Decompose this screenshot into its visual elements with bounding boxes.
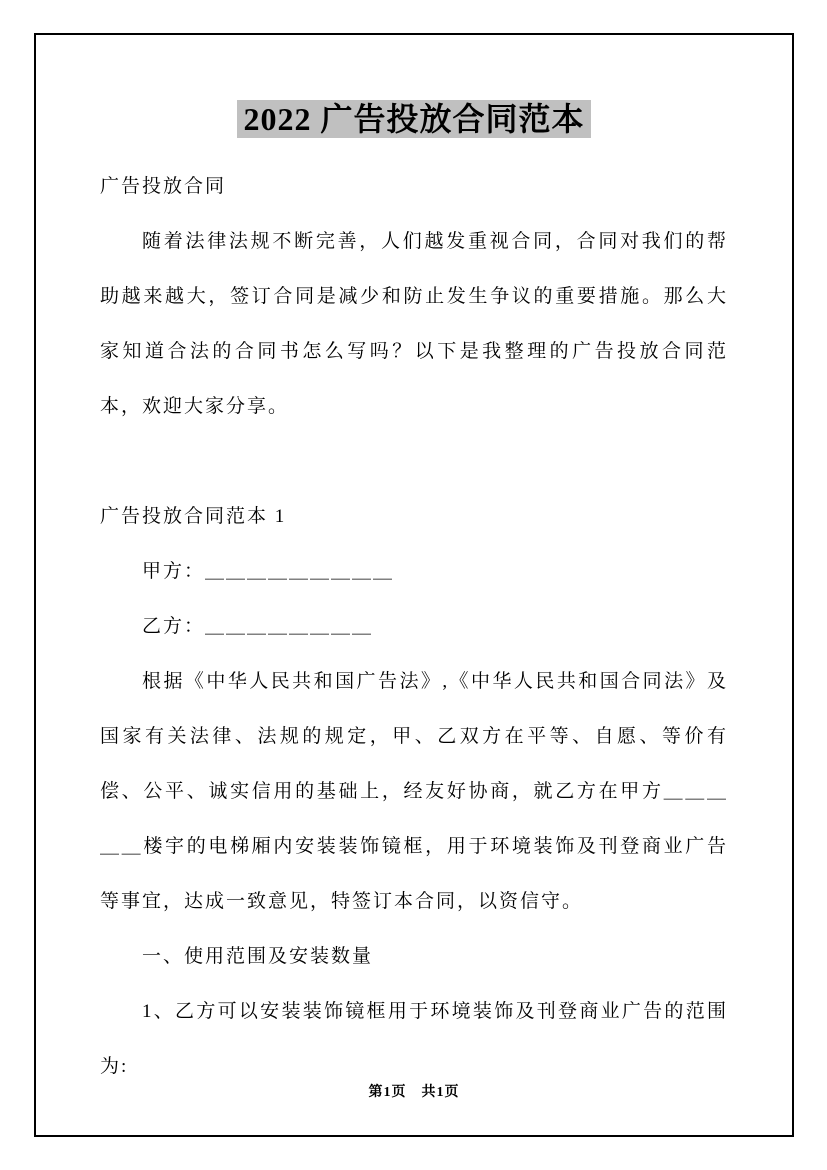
paragraph-party-b-blank: 乙方：＿＿＿＿＿＿＿＿ (142, 616, 374, 637)
paragraph-contract-heading: 广告投放合同 (100, 176, 227, 197)
paragraph-party-a-blank: 甲方：＿＿＿＿＿＿＿＿＿ (142, 561, 395, 582)
document-title (36, 99, 792, 139)
paragraph-legal-basis: 根据《中华人民共和国广告法》,《中华人民共和国合同法》及国家有关法律、法规的规定，甲、乙双方在平等、自愿、等价有偿、公平、诚实信用的基础上，经友好协商，就乙方在甲方＿＿＿＿＿楼宇的电梯厢内安装装饰镜框，用于环境装饰及刊登商业广告等事宜，达成一致意见，特签订本合同，以资信守。 (100, 671, 728, 912)
paragraph-template-heading: 广告投放合同范本 1 (100, 506, 287, 527)
document-body (100, 159, 728, 1094)
paragraph-clause-one: 1、乙方可以安装装饰镜框用于环境装饰及刊登商业广告的范围为: (100, 1001, 728, 1077)
paragraph-section-one-heading: 一、使用范围及安装数量 (142, 946, 374, 967)
document-title-highlight: 2022 广告投放合同范本 (237, 100, 590, 138)
page-number-indicator: 第1页 共1页 (368, 1085, 460, 1100)
paragraph-intro: 随着法律法规不断完善，人们越发重视合同，合同对我们的帮助越来越大，签订合同是减少和防止发生争议的重要措施。那么大家知道合法的合同书怎么写吗？以下是我整理的广告投放合同范本，欢迎大家分享。 (100, 231, 728, 417)
page-border (34, 33, 794, 1137)
